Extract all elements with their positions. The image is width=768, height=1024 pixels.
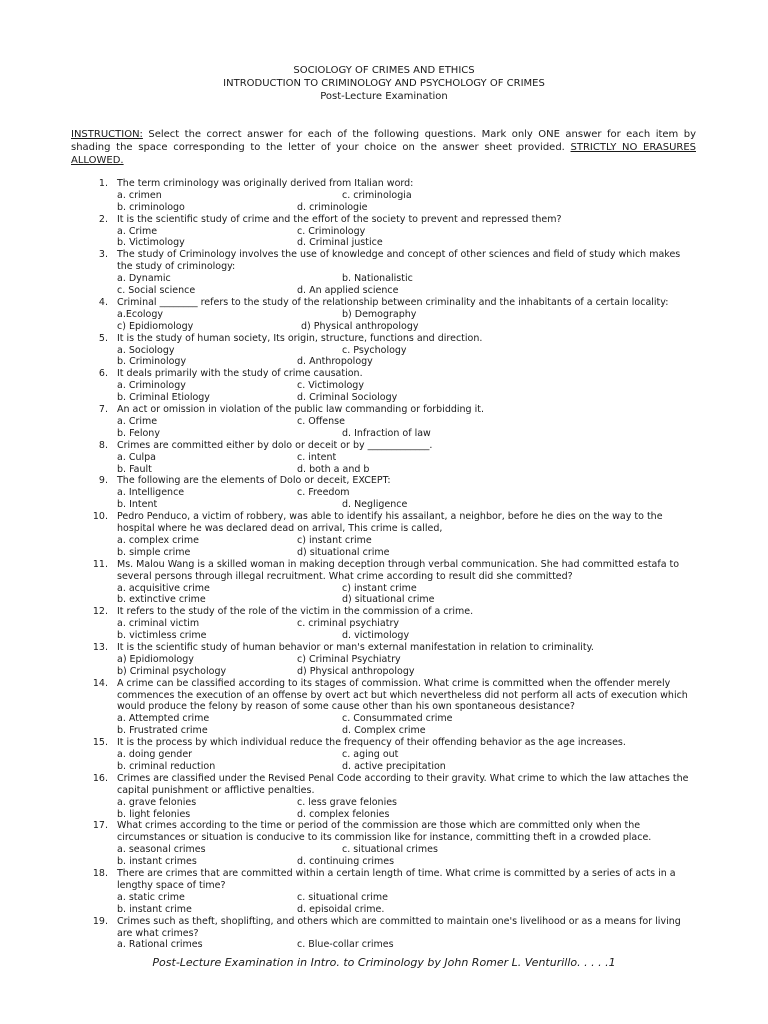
answer-choice: a. Crime — [117, 225, 158, 237]
answer-choice: b. simple crime — [117, 546, 191, 558]
answer-choice: d. Criminal Sociology — [297, 392, 398, 404]
instruction-emphasis: STRICTLY NO ERASURES ALLOWED. — [71, 142, 696, 166]
choice-row — [117, 487, 697, 499]
choice-row — [117, 939, 697, 951]
question-item — [0, 737, 768, 773]
choice-row — [117, 285, 697, 297]
choice-row — [117, 856, 697, 868]
choice-row — [117, 630, 697, 642]
choice-row — [117, 892, 697, 904]
question-text: The study of Criminology involves the use of knowledge and concept of other sciences and field of study which makes the study of criminology: — [117, 249, 681, 273]
answer-choice: a. Intelligence — [117, 487, 185, 499]
choice-row — [117, 654, 697, 666]
question-item — [0, 678, 768, 738]
question-number: 14. — [92, 677, 108, 689]
course-title: SOCIOLOGY OF CRIMES AND ETHICS — [293, 65, 475, 76]
answer-choice: c) instant crime — [297, 534, 372, 546]
question-text: It is the scientific study of human behavior or man's external manifestation in relation to criminality. — [117, 641, 594, 653]
answer-choice: a. doing gender — [117, 749, 193, 761]
question-text: Ms. Malou Wang is a skilled woman in making deception through verbal communication. She had committed estafa to several persons through illegal recruitment. What crime according to result did she committed? — [117, 558, 680, 582]
answer-choice: d. continuing crimes — [297, 856, 395, 868]
choice-row — [117, 428, 697, 440]
answer-choice: c. less grave felonies — [297, 796, 398, 808]
answer-choice: b) Criminal psychology — [117, 665, 227, 677]
answer-choice: d. An applied science — [297, 285, 399, 297]
choice-row — [117, 547, 697, 559]
question-number: 10. — [92, 511, 108, 523]
choice-row — [117, 583, 697, 595]
answer-choice: b. instant crimes — [117, 856, 197, 868]
question-text: Criminal ________ refers to the study of the relationship between criminality and the inhabitants of a certain locality: — [117, 296, 669, 308]
question-item — [0, 559, 768, 607]
answer-choice: a. seasonal crimes — [117, 844, 206, 856]
answer-choice: b. light felonies — [117, 808, 191, 820]
question-item — [0, 606, 768, 642]
choice-row — [117, 594, 697, 606]
question-item — [0, 333, 768, 369]
answer-choice: b. Intent — [117, 499, 158, 511]
subject-title: INTRODUCTION TO CRIMINOLOGY AND PSYCHOLOGY OF CRIMES — [223, 78, 545, 89]
question-text: Pedro Penduco, a victim of robbery, was able to identify his assailant, a neighbor, before he dies on the way to the hospital where he was declared dead on arrival, This crime is called, — [117, 511, 663, 534]
question-item — [0, 642, 768, 678]
question-number: 6. — [98, 368, 108, 380]
choice-row — [117, 904, 697, 916]
question-item — [0, 916, 768, 952]
choice-row — [117, 797, 697, 809]
choice-row — [117, 345, 697, 357]
answer-choice: b. Criminology — [117, 356, 187, 368]
answer-choice: a. Crime — [117, 415, 158, 427]
question-list — [0, 178, 768, 951]
choice-row — [117, 356, 697, 368]
choice-row — [117, 202, 697, 214]
question-item — [0, 178, 768, 214]
choice-row — [117, 809, 697, 821]
answer-choice: c) Criminal Psychiatry — [297, 653, 401, 665]
answer-choice: d. Criminal justice — [297, 237, 383, 249]
answer-choice: d) Physical anthropology — [297, 665, 415, 677]
question-text: Crimes are committed either by dolo or deceit or by _____________. — [117, 439, 433, 451]
question-text: It is the study of human society, Its origin, structure, functions and direction. — [117, 332, 483, 344]
question-item — [0, 404, 768, 440]
question-item — [0, 249, 768, 297]
choice-row — [117, 237, 697, 249]
answer-choice: a. Dynamic — [117, 273, 171, 285]
answer-choice: c. situational crime — [297, 891, 388, 903]
answer-choice: b. Fault — [117, 463, 152, 475]
choice-row — [117, 321, 697, 333]
answer-choice: d. complex felonies — [297, 808, 390, 820]
answer-choice: a. acquisitive crime — [117, 582, 210, 594]
answer-choice: c. Criminology — [297, 225, 366, 237]
question-number: 4. — [98, 296, 108, 308]
answer-choice: b. Criminal Etiology — [117, 392, 210, 404]
question-number: 5. — [98, 332, 108, 344]
choice-row — [117, 452, 697, 464]
question-number: 11. — [92, 558, 108, 570]
answer-choice: c. Freedom — [297, 487, 350, 499]
question-number: 12. — [92, 606, 108, 618]
instruction-text: Select the correct answer for each of the following questions. Mark only ONE answer for each item by shading the space corresponding to the letter of your choice on the answer sheet provided. — [71, 129, 696, 153]
answer-choice: d. episoidal crime. — [297, 903, 385, 915]
question-item — [0, 511, 768, 559]
choice-row — [117, 190, 697, 202]
choice-row — [117, 416, 697, 428]
question-number: 3. — [98, 249, 108, 261]
question-number: 9. — [98, 475, 108, 487]
question-text: It refers to the study of the role of the victim in the commission of a crime. — [117, 606, 474, 618]
question-item — [0, 820, 768, 868]
answer-choice: d. Negligence — [342, 499, 408, 511]
answer-choice: d. both a and b — [297, 463, 370, 475]
question-number: 13. — [92, 641, 108, 653]
answer-choice: c) Epidiomology — [117, 320, 194, 332]
answer-choice: a. crimen — [117, 189, 162, 201]
question-text: There are crimes that are committed within a certain length of time. What crime is committed by a series of acts in a lengthy space of time? — [117, 868, 676, 891]
answer-choice: b. criminal reduction — [117, 760, 216, 772]
instruction-paragraph — [71, 128, 696, 167]
question-text: It deals primarily with the study of crime causation. — [117, 368, 363, 380]
answer-choice: a.Ecology — [117, 308, 163, 320]
question-number: 2. — [98, 213, 108, 225]
question-text: The term criminology was originally derived from Italian word: — [117, 178, 414, 189]
choice-row — [117, 226, 697, 238]
answer-choice: d. victimology — [342, 630, 410, 642]
question-text: The following are the elements of Dolo or deceit, EXCEPT: — [117, 475, 391, 487]
choice-row — [117, 273, 697, 285]
answer-choice: d. active precipitation — [342, 760, 446, 772]
question-text: It is the process by which individual reduce the frequency of their offending behavior as the age increases. — [117, 737, 626, 749]
answer-choice: c. criminologia — [342, 189, 412, 201]
instruction-label: INSTRUCTION: — [71, 129, 143, 140]
question-item — [0, 297, 768, 333]
answer-choice: c. Consummated crime — [342, 713, 453, 725]
page-footer: Post-Lecture Examination in Intro. to Criminology by John Romer L. Venturillo. . . . .1 — [152, 956, 616, 969]
question-number: 17. — [92, 820, 108, 832]
choice-row — [117, 666, 697, 678]
question-text: It is the scientific study of crime and the effort of the society to prevent and repressed them? — [117, 213, 562, 225]
answer-choice: b. Frustrated crime — [117, 725, 208, 737]
answer-choice: b) Demography — [342, 308, 417, 320]
answer-choice: d) Physical anthropology — [301, 320, 419, 332]
answer-choice: d) situational crime — [342, 594, 435, 606]
choice-row — [117, 749, 697, 761]
question-text: A crime can be classified according to its stages of commission. What crime is committed when the offender merely commences the execution of an offense by overt act but which nevertheless did not perform all acts of execution which would produce the felony by reason of some cause other than his own spontaneous desistance? — [117, 677, 688, 713]
question-text: An act or omission in violation of the public law commanding or forbidding it. — [117, 404, 484, 416]
exam-title: Post-Lecture Examination — [320, 91, 448, 102]
question-text: Crimes such as theft, shoplifting, and others which are committed to maintain one's livelihood or as a means for living are what crimes? — [117, 915, 681, 939]
answer-choice: c. Psychology — [342, 344, 407, 356]
question-item — [0, 214, 768, 250]
answer-choice: a. grave felonies — [117, 796, 197, 808]
answer-choice: a. static crime — [117, 891, 185, 903]
choice-row — [117, 618, 697, 630]
answer-choice: c. intent — [297, 451, 337, 463]
answer-choice: c. situational crimes — [342, 844, 438, 856]
choice-row — [117, 844, 697, 856]
choice-row — [117, 713, 697, 725]
exam-header — [0, 64, 768, 103]
answer-choice: b. victimless crime — [117, 630, 207, 642]
answer-choice: c) instant crime — [342, 582, 417, 594]
question-number: 19. — [92, 915, 108, 927]
question-item — [0, 475, 768, 511]
question-number: 15. — [92, 737, 108, 749]
question-item — [0, 868, 768, 916]
answer-choice: c. Victimology — [297, 380, 364, 392]
choice-row — [117, 380, 697, 392]
answer-choice: c. Offense — [297, 415, 345, 427]
answer-choice: a. Attempted crime — [117, 713, 210, 725]
answer-choice: c. aging out — [342, 749, 399, 761]
answer-choice: d) situational crime — [297, 546, 390, 558]
question-number: 18. — [92, 868, 108, 880]
answer-choice: c. Blue-collar crimes — [297, 939, 394, 951]
choice-row — [117, 499, 697, 511]
answer-choice: a. criminal victim — [117, 618, 200, 630]
choice-row — [117, 725, 697, 737]
answer-choice: a. complex crime — [117, 534, 200, 546]
answer-choice: c. criminal psychiatry — [297, 618, 399, 630]
answer-choice: a) Epidiomology — [117, 653, 194, 665]
question-item — [0, 440, 768, 476]
question-number: 16. — [92, 772, 108, 784]
answer-choice: d. Anthropology — [297, 356, 373, 368]
answer-choice: b. Victimology — [117, 237, 185, 249]
answer-choice: d. Infraction of law — [342, 427, 431, 439]
answer-choice: b. Nationalistic — [342, 273, 413, 285]
question-item — [0, 368, 768, 404]
answer-choice: c. Social science — [117, 285, 196, 297]
answer-choice: a. Sociology — [117, 344, 175, 356]
choice-row — [117, 392, 697, 404]
question-number: 7. — [98, 404, 108, 416]
answer-choice: a. Rational crimes — [117, 939, 203, 951]
answer-choice: d. criminologie — [297, 201, 368, 213]
choice-row — [117, 309, 697, 321]
answer-choice: d. Complex crime — [342, 725, 426, 737]
question-text: Crimes are classified under the Revised Penal Code according to their gravity. What crime to which the law attaches the capital punishment or afflictive penalties. — [117, 772, 689, 796]
answer-choice: a. Culpa — [117, 451, 157, 463]
question-number: 8. — [98, 439, 108, 451]
question-item — [0, 773, 768, 821]
choice-row — [117, 464, 697, 476]
choice-row — [117, 761, 697, 773]
answer-choice: b. Felony — [117, 427, 160, 439]
answer-choice: a. Criminology — [117, 380, 186, 392]
answer-choice: b. extinctive crime — [117, 594, 206, 606]
question-text: What crimes according to the time or period of the commission are those which are committed only when the circumstances or situation is conducive to its commission like for instance, committing theft in a crowded place. — [117, 820, 652, 844]
choice-row — [117, 535, 697, 547]
question-number: 1. — [98, 178, 108, 189]
answer-choice: b. criminologo — [117, 201, 185, 213]
answer-choice: b. instant crime — [117, 903, 192, 915]
